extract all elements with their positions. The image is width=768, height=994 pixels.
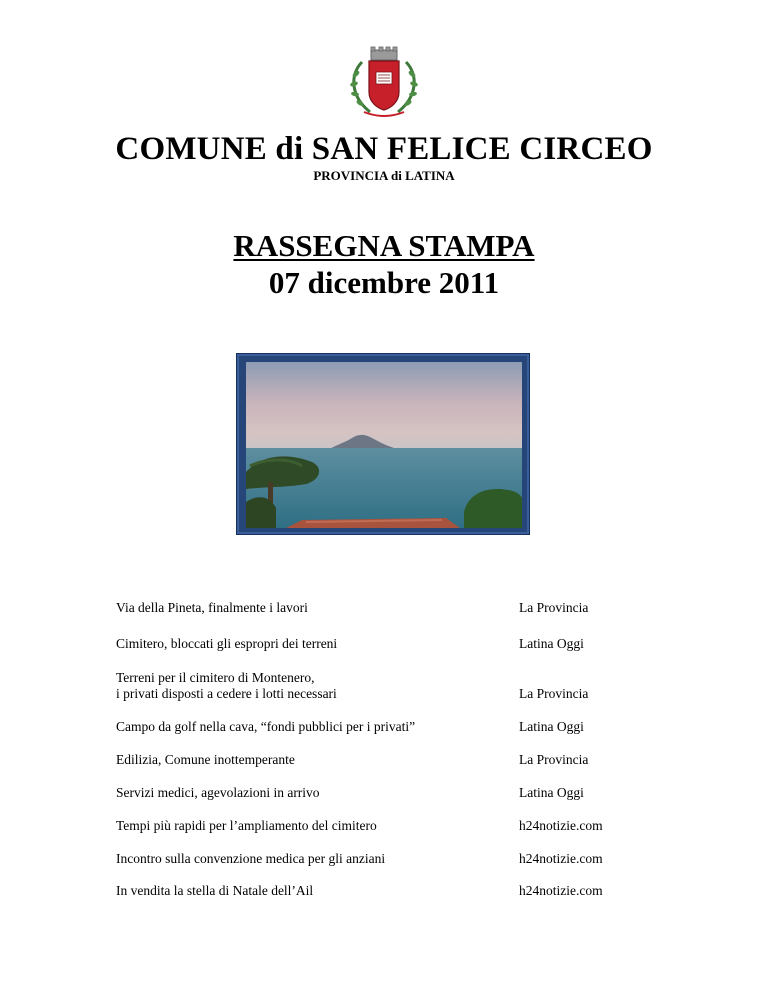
headline-line: Via della Pineta, finalmente i lavori	[116, 600, 308, 615]
headline-line: Incontro sulla convenzione medica per gli anziani	[116, 851, 386, 866]
municipal-crest	[344, 44, 424, 124]
headline-line: Servizi medici, agevolazioni in arrivo	[116, 785, 320, 800]
headline-line: Campo da golf nella cava, “fondi pubblici per i privati”	[116, 719, 416, 734]
article-source: La Provincia	[519, 600, 589, 615]
article-source: La Provincia	[519, 752, 589, 767]
article-source: Latina Oggi	[519, 785, 584, 800]
document-date: 07 dicembre 2011	[268, 265, 500, 300]
article-source: h24notizie.com	[519, 851, 603, 866]
article-headline	[116, 719, 516, 735]
municipality-title: COMUNE di SAN FELICE CIRCEO	[115, 131, 653, 167]
article-headline	[116, 636, 516, 652]
article-headline	[116, 600, 516, 616]
article-source: h24notizie.com	[519, 818, 603, 833]
article-headline	[116, 851, 516, 867]
seascape-photo	[246, 362, 522, 528]
article-source: La Provincia	[519, 686, 589, 701]
article-headline	[116, 818, 516, 834]
article-source: h24notizie.com	[519, 883, 603, 898]
article-headline	[116, 883, 516, 899]
headline-line: In vendita la stella di Natale dell’Ail	[116, 883, 314, 898]
document-heading: RASSEGNA STAMPA	[233, 228, 535, 263]
article-headline	[116, 785, 516, 801]
headline-line: Edilizia, Comune inottemperante	[116, 752, 295, 767]
headline-line: Cimitero, bloccati gli espropri dei terreni	[116, 636, 338, 651]
photo-frame	[236, 353, 530, 535]
headline-line: Tempi più rapidi per l’ampliamento del cimitero	[116, 818, 377, 833]
province-subtitle: PROVINCIA di LATINA	[313, 168, 455, 183]
article-source: Latina Oggi	[519, 636, 584, 651]
headline-line: i privati disposti a cedere i lotti necessari	[116, 686, 337, 701]
article-headline	[116, 752, 516, 768]
article-source: Latina Oggi	[519, 719, 584, 734]
article-headline	[116, 670, 516, 702]
headline-line: Terreni per il cimitero di Montenero,	[116, 670, 315, 685]
crest-icon	[344, 44, 424, 124]
